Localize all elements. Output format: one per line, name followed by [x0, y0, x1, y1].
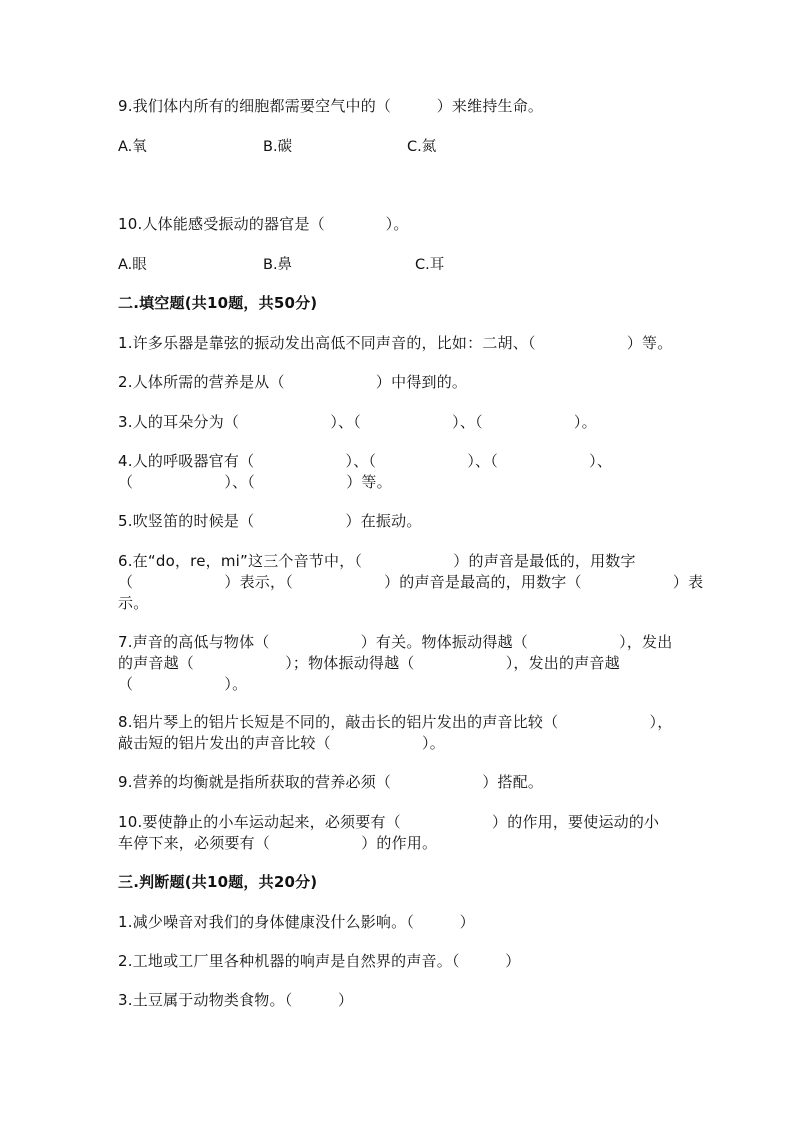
question-10-option-b: B.鼻: [263, 257, 293, 273]
question-10-option-c: C.耳: [415, 257, 445, 273]
fill-item-10-line-2: 车停下来，必须要有（ ）的作用。: [118, 834, 438, 852]
section-2-heading: 二.填空题(共10题，共50分): [118, 294, 318, 312]
question-10-stem: 10.人体能感受振动的器官是（ ）。: [118, 215, 409, 233]
fill-item-6-line-1: 6.在“do，re，mi”这三个音节中，（ ）的声音是最低的，用数字: [118, 552, 636, 570]
fill-item-2: 2.人体所需的营养是从（ ）中得到的。: [118, 373, 468, 391]
fill-item-8-line-1: 8.铝片琴上的铝片长短是不同的，敲击长的铝片发出的声音比较（ ），: [118, 713, 673, 731]
fill-item-7-line-3: （ ）。: [118, 675, 248, 693]
fill-item-10-line-1: 10.要使静止的小车运动起来，必须要有（ ）的作用，要使运动的小: [118, 813, 660, 831]
judge-item-3: 3.土豆属于动物类食物。（ ）: [118, 991, 354, 1009]
fill-item-4-line-2: （ ）、（ ）等。: [118, 473, 392, 491]
fill-item-7-line-2: 的声音越（ ）；物体振动得越（ ），发出的声音越: [118, 654, 620, 672]
question-9-stem: 9.我们体内所有的细胞都需要空气中的（ ）来维持生命。: [118, 97, 544, 115]
judge-item-1: 1.减少噪音对我们的身体健康没什么影响。（ ）: [118, 913, 475, 931]
fill-item-5: 5.吹竖笛的时候是（ ）在振动。: [118, 512, 422, 530]
fill-item-8-line-2: 敲击短的铝片发出的声音比较（ ）。: [118, 734, 445, 752]
fill-item-9: 9.营养的均衡就是指所获取的营养必须（ ）搭配。: [118, 773, 544, 791]
question-10-option-a: A.眼: [118, 257, 147, 273]
question-9-option-b: B.碳: [263, 139, 293, 155]
fill-item-1: 1.许多乐器是靠弦的振动发出高低不同声音的，比如：二胡、（ ）等。: [118, 334, 673, 352]
fill-item-4-line-1: 4.人的呼吸器官有（ ）、（ ）、（ ）、: [118, 452, 613, 470]
question-9-option-c: C.氮: [407, 139, 437, 155]
fill-item-3: 3.人的耳朵分为（ ）、（ ）、（ ）。: [118, 413, 597, 431]
fill-item-7-line-1: 7.声音的高低与物体（ ）有关。物体振动得越（ ），发出: [118, 633, 673, 651]
question-9-option-a: A.氧: [118, 139, 147, 155]
fill-item-6-line-3: 示。: [118, 594, 149, 612]
judge-item-2: 2.工地或工厂里各种机器的响声是自然界的声音。（ ）: [118, 952, 521, 970]
fill-item-6-line-2: （ ）表示，（ ）的声音是最高的，用数字（ ）表: [118, 573, 704, 591]
section-3-heading: 三.判断题(共10题，共20分): [118, 873, 318, 891]
